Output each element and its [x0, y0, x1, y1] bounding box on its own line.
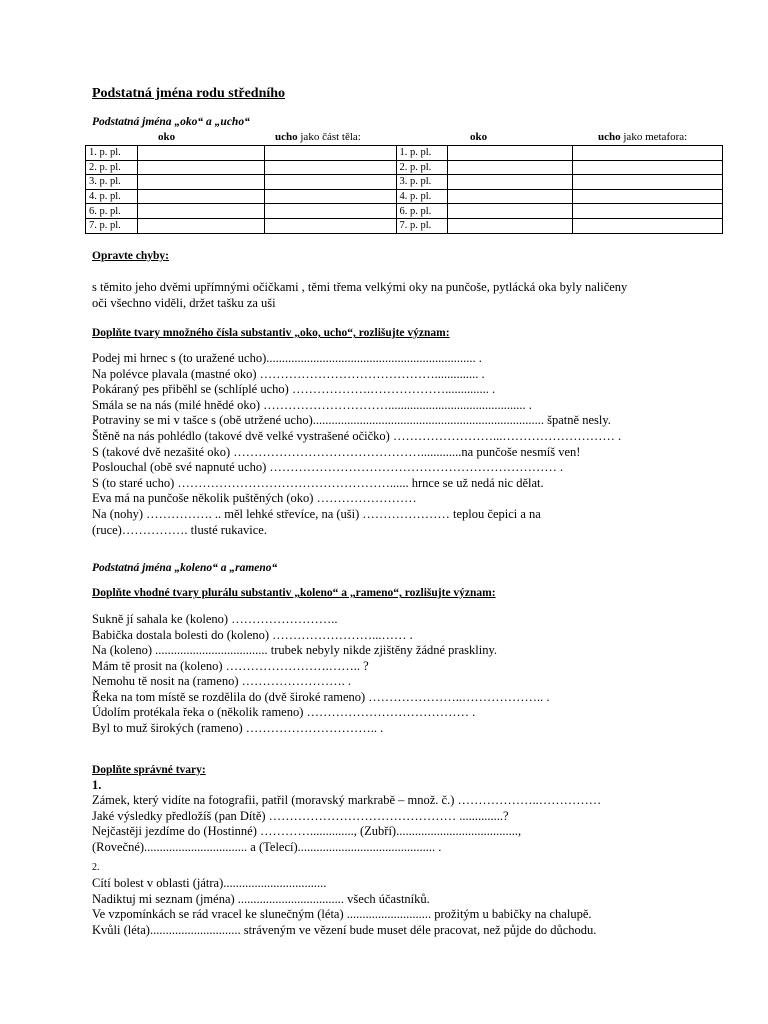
col-header-ucho-1: ucho jako část těla: [275, 131, 361, 143]
exercise-line: Podej mi hrnec s (to uražené ucho)................................................................... . [92, 351, 482, 365]
case-label: 3. p. pl. [86, 175, 138, 190]
case-label: 6. p. pl. [396, 204, 448, 219]
table-row [86, 146, 723, 161]
answer-cell[interactable] [264, 146, 396, 161]
case-label: 6. p. pl. [86, 204, 138, 219]
answer-cell[interactable] [264, 175, 396, 190]
case-label: 4. p. pl. [86, 189, 138, 204]
answer-cell[interactable] [448, 175, 573, 190]
case-label: 3. p. pl. [396, 175, 448, 190]
fix-text-line: oči všechno viděli, držet tašku za uši [92, 296, 276, 310]
answer-cell[interactable] [448, 204, 573, 219]
col-header-ucho-2: ucho jako metafora: [598, 131, 688, 143]
exercise-line: S (to staré ucho) ……………………………………………...... hrnce se už nedá nic dělat. [92, 475, 544, 490]
exercise-line: Smála se na nás (milé hnědé oko) …………………………............................................ . [92, 397, 532, 412]
exercise-line: Poslouchal (obě své napnuté ucho) …………………………………………………………… . [92, 460, 564, 475]
exercise-line: Potraviny se mi v tašce s (obě utržené ucho).......................................................................... špatně nesly. [92, 413, 611, 428]
declension-table [85, 145, 723, 234]
answer-cell[interactable] [448, 160, 573, 175]
exercise-line: Ve vzpomínkách se rád vracel ke slunečným (léta) ........................... prožitým u babičky na chalupě. [92, 907, 592, 921]
answer-cell[interactable] [137, 189, 264, 204]
exercise-line: Řeka na tom místě se rozdělila do (dvě široké rameno) …………………..……………….. . [92, 689, 550, 704]
answer-cell[interactable] [137, 204, 264, 219]
case-label: 2. p. pl. [86, 160, 138, 175]
correct-forms-heading: Doplňte správné tvary: [92, 764, 206, 776]
exercise-line: Údolím protékala řeka o (několik rameno) ………………………………… . [92, 705, 476, 719]
exercise-line: Na polévce plavala (mastné oko) …………………………………….............. . [92, 366, 485, 381]
answer-cell[interactable] [448, 218, 573, 233]
answer-cell[interactable] [137, 218, 264, 233]
exercise-line: Babička dostala bolesti do (koleno) ……………………...…… . [92, 627, 413, 642]
case-label: 1. p. pl. [86, 146, 138, 161]
table-row [86, 204, 723, 219]
exercise-line: Na (koleno) .................................... trubek nebyly nikde zjištěny žádné praskliny. [92, 643, 498, 657]
table-row [86, 160, 723, 175]
col-header-oko-1: oko [158, 131, 176, 143]
exercise-line: S (takové dvě nezašité oko) ……………………………………….............na punčoše nesmíš ven! [92, 444, 581, 459]
exercise-line: Štěně na nás pohlédlo (takové dvě velké vystrašené očičko) ……………………...……………………… . [92, 429, 622, 443]
exercise-line: Zámek, který vidíte na fotografii, patřil (moravský markrabě – množ. č.) ………………..…………… [92, 793, 602, 807]
table-row [86, 189, 723, 204]
exercise-line: Nadiktuj mi seznam (jména) .................................. všech účastníků. [92, 891, 430, 906]
exercise-line: (Rovečné)................................. a (Telecí)............................................ . [92, 839, 442, 854]
exercise-line: Pokáraný pes přiběhl se (schlíplé ucho) ……………….……………….............. . [92, 382, 496, 397]
answer-cell[interactable] [573, 218, 723, 233]
answer-cell[interactable] [137, 175, 264, 190]
exercise-line: Eva má na punčoše několik puštěných (oko) …………………… [92, 491, 417, 506]
fix-heading: Opravte chyby: [92, 250, 169, 262]
answer-cell[interactable] [448, 146, 573, 161]
answer-cell[interactable] [573, 204, 723, 219]
section-subtitle-oko-ucho: Podstatná jména „oko“ a „ucho“ [92, 116, 250, 128]
exercise-line: Na (nohy) ……………. .. měl lehké střevíce, na (uši) ………………… teplou čepici a na [92, 507, 541, 521]
page-title: Podstatná jména rodu středního [92, 86, 286, 101]
fix-text-line: s těmito jeho dvěmi upřímnými očičkami , těmi třema velkými oky na punčoše, pytlácká oka byly naličeny [92, 280, 628, 294]
koleno-exercise-heading: Doplňte vhodné tvary plurálu substantiv „koleno“ a „rameno“, rozlišujte význam: [92, 587, 496, 599]
answer-cell[interactable] [448, 189, 573, 204]
group-number-1: 1. [92, 778, 102, 792]
exercise-line: Mám tě prosit na (koleno) …………………….…….. ? [92, 658, 369, 673]
answer-cell[interactable] [264, 160, 396, 175]
case-label: 2. p. pl. [396, 160, 448, 175]
oko-ucho-exercise-heading: Doplňte tvary množného čísla substantiv „oko, ucho“, rozlišujte význam: [92, 327, 450, 339]
exercise-line: Kvůli (léta)............................. stráveným ve vězení bude muset déle pracovat, než půjde do důchodu. [92, 922, 597, 937]
exercise-line: Byl to muž širokých (rameno) ………………………….. . [92, 720, 384, 735]
exercise-line: Nejčastěji jezdíme do (Hostinné) ………….............., (Zubří)......................................., [92, 824, 522, 838]
section-subtitle-koleno-rameno: Podstatná jména „koleno“ a „rameno“ [92, 562, 278, 574]
exercise-line: Cítí bolest v oblasti (játra)................................. [92, 876, 327, 890]
exercise-line: Jaké výsledky předložíš (pan Dítě) ……………………………………… ..............? [92, 808, 509, 823]
table-row [86, 175, 723, 190]
answer-cell[interactable] [137, 146, 264, 161]
case-label: 1. p. pl. [396, 146, 448, 161]
case-label: 7. p. pl. [86, 218, 138, 233]
answer-cell[interactable] [264, 218, 396, 233]
answer-cell[interactable] [573, 146, 723, 161]
exercise-line: (ruce)……………. tlusté rukavice. [92, 522, 267, 537]
answer-cell[interactable] [137, 160, 264, 175]
exercise-line: Sukně jí sahala ke (koleno) …………………….. [92, 612, 338, 626]
col-header-oko-2: oko [470, 131, 488, 143]
group-number-2: 2. [92, 862, 100, 873]
answer-cell[interactable] [573, 189, 723, 204]
case-label: 4. p. pl. [396, 189, 448, 204]
table-row [86, 218, 723, 233]
answer-cell[interactable] [264, 204, 396, 219]
exercise-line: Nemohu tě nosit na (rameno) ……………………. . [92, 674, 351, 688]
answer-cell[interactable] [264, 189, 396, 204]
case-label: 7. p. pl. [396, 218, 448, 233]
answer-cell[interactable] [573, 160, 723, 175]
answer-cell[interactable] [573, 175, 723, 190]
